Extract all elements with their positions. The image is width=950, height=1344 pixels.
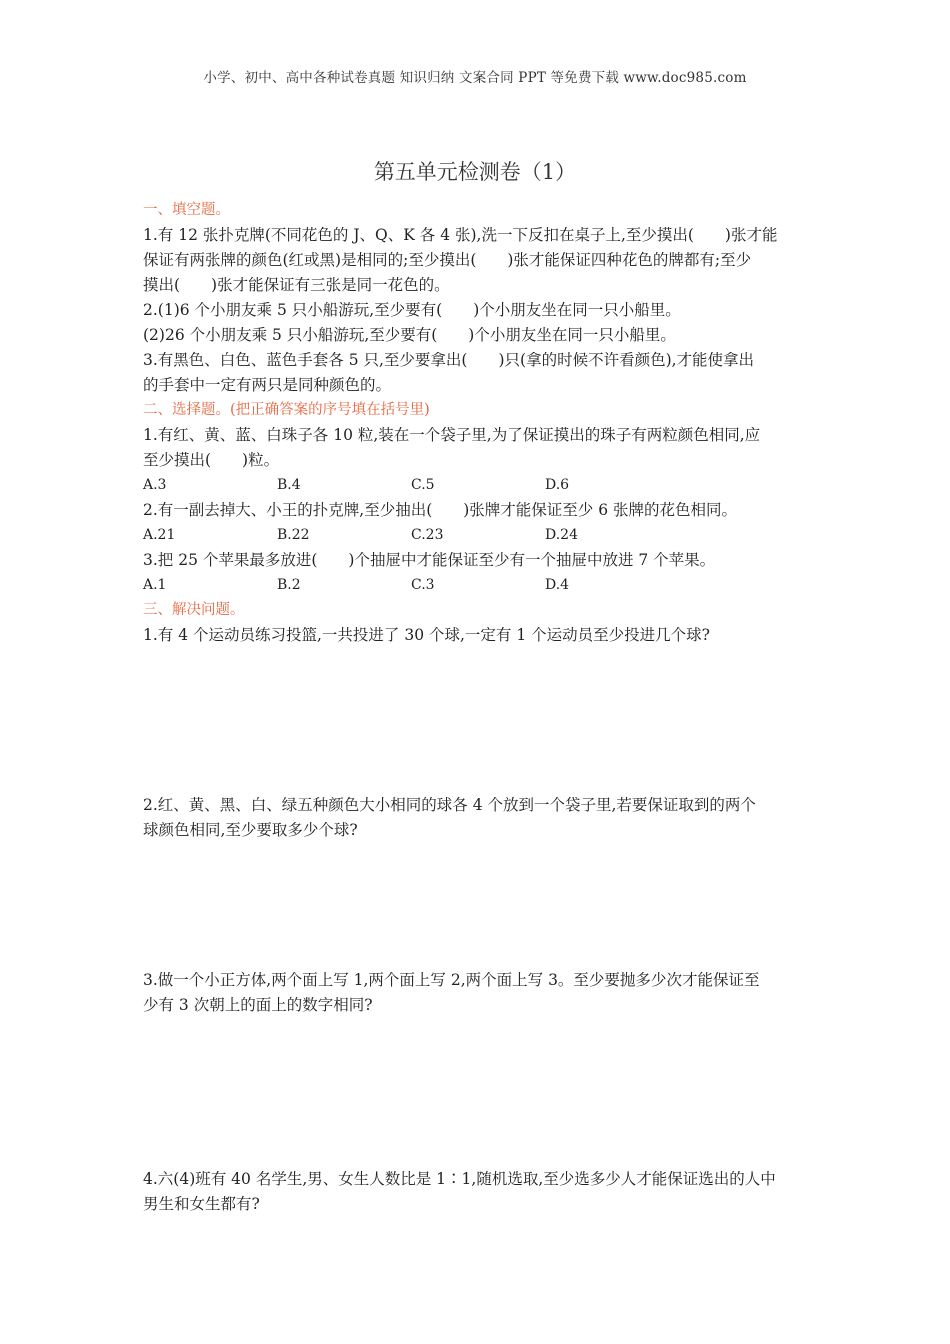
option-a: A.3 — [143, 477, 167, 493]
option-c: C.5 — [411, 477, 435, 493]
question-line: 的手套中一定有两只是同种颜色的。 — [143, 376, 392, 394]
question-line: 摸出( )张才能保证有三张是同一花色的。 — [143, 276, 450, 294]
question-line: 1.有红、黄、蓝、白珠子各 10 粒,装在一个袋子里,为了保证摸出的珠子有两粒颜色相同,应 — [143, 426, 761, 444]
option-row — [143, 523, 809, 548]
question-line: 保证有两张牌的颜色(红或黑)是相同的;至少摸出( )张才能保证四种花色的牌都有;至少 — [143, 251, 752, 269]
problem-3 — [143, 968, 809, 1018]
question-line: 至少摸出( )粒。 — [143, 451, 280, 469]
section-heading-fill-blank: 一、填空题。 — [143, 202, 230, 218]
option-d: D.6 — [545, 477, 570, 493]
option-d: D.4 — [545, 577, 570, 593]
section-heading-word-problems: 三、解决问题。 — [143, 602, 245, 618]
option-b: B.22 — [277, 527, 310, 543]
question-line: (2)26 个小朋友乘 5 只小船游玩,至少要有( )个小朋友坐在同一只小船里。 — [143, 326, 676, 344]
question-line: 2.(1)6 个小朋友乘 5 只小船游玩,至少要有( )个小朋友坐在同一只小船里。 — [143, 301, 681, 319]
question-line: 3.把 25 个苹果最多放进( )个抽屉中才能保证至少有一个抽屉中放进 7 个苹果。 — [143, 551, 716, 569]
question-line: 2.红、黄、黑、白、绿五种颜色大小相同的球各 4 个放到一个袋子里,若要保证取到的两个 — [143, 796, 756, 814]
option-c: C.3 — [411, 577, 435, 593]
question-line: 少有 3 次朝上的面上的数字相同? — [143, 996, 373, 1014]
site-header: 小学、初中、高中各种试卷真题 知识归纳 文案合同 PPT 等免费下载 www.doc985.com — [203, 70, 747, 86]
problem-4 — [143, 1167, 809, 1217]
question-line: 2.有一副去掉大、小王的扑克牌,至少抽出( )张牌才能保证至少 6 张牌的花色相同。 — [143, 501, 738, 519]
option-c: C.23 — [411, 527, 444, 543]
option-row — [143, 573, 809, 598]
option-d: D.24 — [545, 527, 578, 543]
question-line: 1.有 12 张扑克牌(不同花色的 J、Q、K 各 4 张),洗一下反扣在桌子上,至少摸出( )张才能 — [143, 226, 778, 244]
question-line: 4.六(4)班有 40 名学生,男、女生人数比是 1∶1,随机选取,至少选多少人才能保证选出的人中 — [143, 1170, 776, 1188]
question-line: 3.有黑色、白色、蓝色手套各 5 只,至少要拿出( )只(拿的时候不许看颜色),才能使拿出 — [143, 351, 755, 369]
option-b: B.2 — [277, 577, 301, 593]
option-a: A.1 — [143, 577, 167, 593]
option-a: A.21 — [143, 527, 176, 543]
page-title: 第五单元检测卷（1） — [373, 160, 577, 184]
option-b: B.4 — [277, 477, 301, 493]
problem-2 — [143, 793, 809, 843]
section-heading-choice: 二、选择题。(把正确答案的序号填在括号里) — [143, 402, 430, 418]
question-line: 3.做一个小正方体,两个面上写 1,两个面上写 2,两个面上写 3。至少要抛多少次才能保证至 — [143, 971, 760, 989]
option-row — [143, 473, 809, 498]
question-line: 男生和女生都有? — [143, 1195, 260, 1213]
worksheet-content — [143, 198, 809, 648]
question-line: 球颜色相同,至少要取多少个球? — [143, 821, 358, 839]
question-line: 1.有 4 个运动员练习投篮,一共投进了 30 个球,一定有 1 个运动员至少投进几个球? — [143, 626, 710, 644]
